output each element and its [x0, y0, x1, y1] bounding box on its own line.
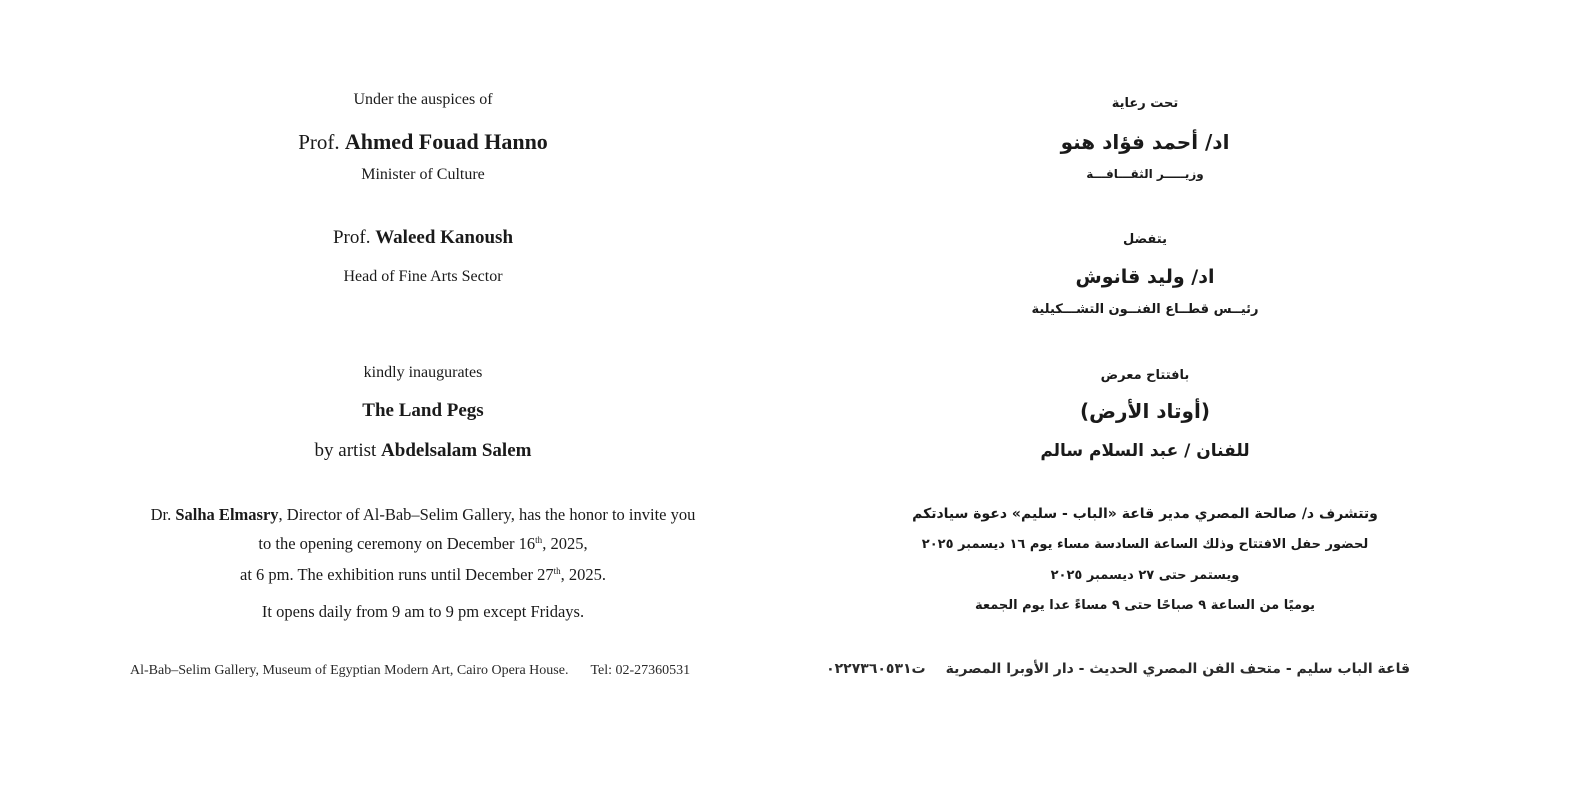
- en-invite-1b: , Director of Al-Bab–Selim Gallery, has the honor to invite you: [278, 505, 696, 524]
- en-artist-name: Abdelsalam Salem: [381, 440, 532, 461]
- en-invite-line-1: [110, 505, 736, 525]
- en-head-name: Waleed Kanoush: [375, 227, 514, 248]
- en-footer: [130, 663, 730, 679]
- en-exhibition-title: The Land Pegs: [362, 400, 484, 421]
- ar-minister-title: وزيـــــر الثقـــافـــة: [1086, 167, 1204, 181]
- ar-head-name: اد/ وليد قانوش: [1075, 266, 1215, 288]
- en-inaugurates: kindly inaugurates: [363, 364, 483, 381]
- en-minister-name: Ahmed Fouad Hanno: [344, 129, 548, 154]
- ar-head-title: رئيــس قطــاع الفنــون التشـــكيلية: [1031, 302, 1259, 317]
- en-invite-line-2: [110, 534, 736, 554]
- en-minister-line: [110, 129, 736, 155]
- en-invite-line-3: [110, 565, 736, 585]
- ar-footer-address: قاعة الباب سليم - متحف الفن المصري الحديث - دار الأوبرا المصرية: [945, 661, 1410, 677]
- en-invite-line-4: It opens daily from 9 am to 9 pm except Fridays.: [261, 602, 585, 621]
- en-head-line: [110, 227, 736, 249]
- en-invite-3-sup: th: [553, 566, 561, 576]
- en-artist-prefix: by artist: [314, 440, 377, 461]
- en-minister-prefix: Prof.: [298, 130, 340, 154]
- en-head-prefix: Prof.: [332, 227, 371, 248]
- ar-artist: للفنان / عبد السلام سالم: [1040, 441, 1250, 461]
- ar-invite-line-4: يوميًا من الساعة ٩ صباحًا حتى ٩ مساءً عدا يوم الجمعة: [974, 598, 1316, 613]
- ar-invite-line-1: وتتشرف د/ صالحة المصري مدير قاعة «الباب - سليم» دعوة سيادتكم: [912, 506, 1378, 522]
- en-invite-2b: , 2025,: [542, 534, 588, 553]
- ar-kindly: يتفضل: [1123, 232, 1167, 247]
- en-invite-1a: Dr.: [150, 505, 172, 524]
- ar-footer-tel: ت٠٢٢٧٣٦٠٥٣١: [826, 661, 926, 677]
- en-footer-address: Al-Bab–Selim Gallery, Museum of Egyptian Modern Art, Cairo Opera House.: [130, 663, 569, 678]
- en-auspices: Under the auspices of: [353, 91, 493, 108]
- ar-inaugurates: بافتتاح معرض: [1100, 368, 1190, 383]
- en-invite-3b: , 2025.: [560, 565, 606, 584]
- en-invite-2-sup: th: [535, 535, 543, 545]
- en-artist-line: [110, 440, 736, 462]
- ar-invite-line-2: لحضور حفل الافتتاح وذلك الساعة السادسة مساء يوم ١٦ ديسمبر ٢٠٢٥: [921, 537, 1369, 552]
- ar-minister-name: اد/ أحمد فؤاد هنو: [1060, 130, 1230, 154]
- en-invite-2a: to the opening ceremony on December 16: [258, 534, 536, 553]
- en-invite-3a: at 6 pm. The exhibition runs until December 27: [240, 565, 554, 584]
- ar-auspices: تحت رعاية: [1111, 96, 1179, 111]
- ar-invite-line-3: ويستمر حتى ٢٧ ديسمبر ٢٠٢٥: [1050, 568, 1240, 583]
- ar-footer: [826, 661, 1410, 677]
- ar-exhibition-title: (أوتاد الأرض): [1080, 399, 1210, 423]
- en-footer-tel: Tel: 02-27360531: [590, 663, 691, 678]
- en-director-name: Salha Elmasry: [175, 505, 279, 524]
- en-minister-title: Minister of Culture: [361, 166, 485, 183]
- en-head-title: Head of Fine Arts Sector: [343, 268, 503, 285]
